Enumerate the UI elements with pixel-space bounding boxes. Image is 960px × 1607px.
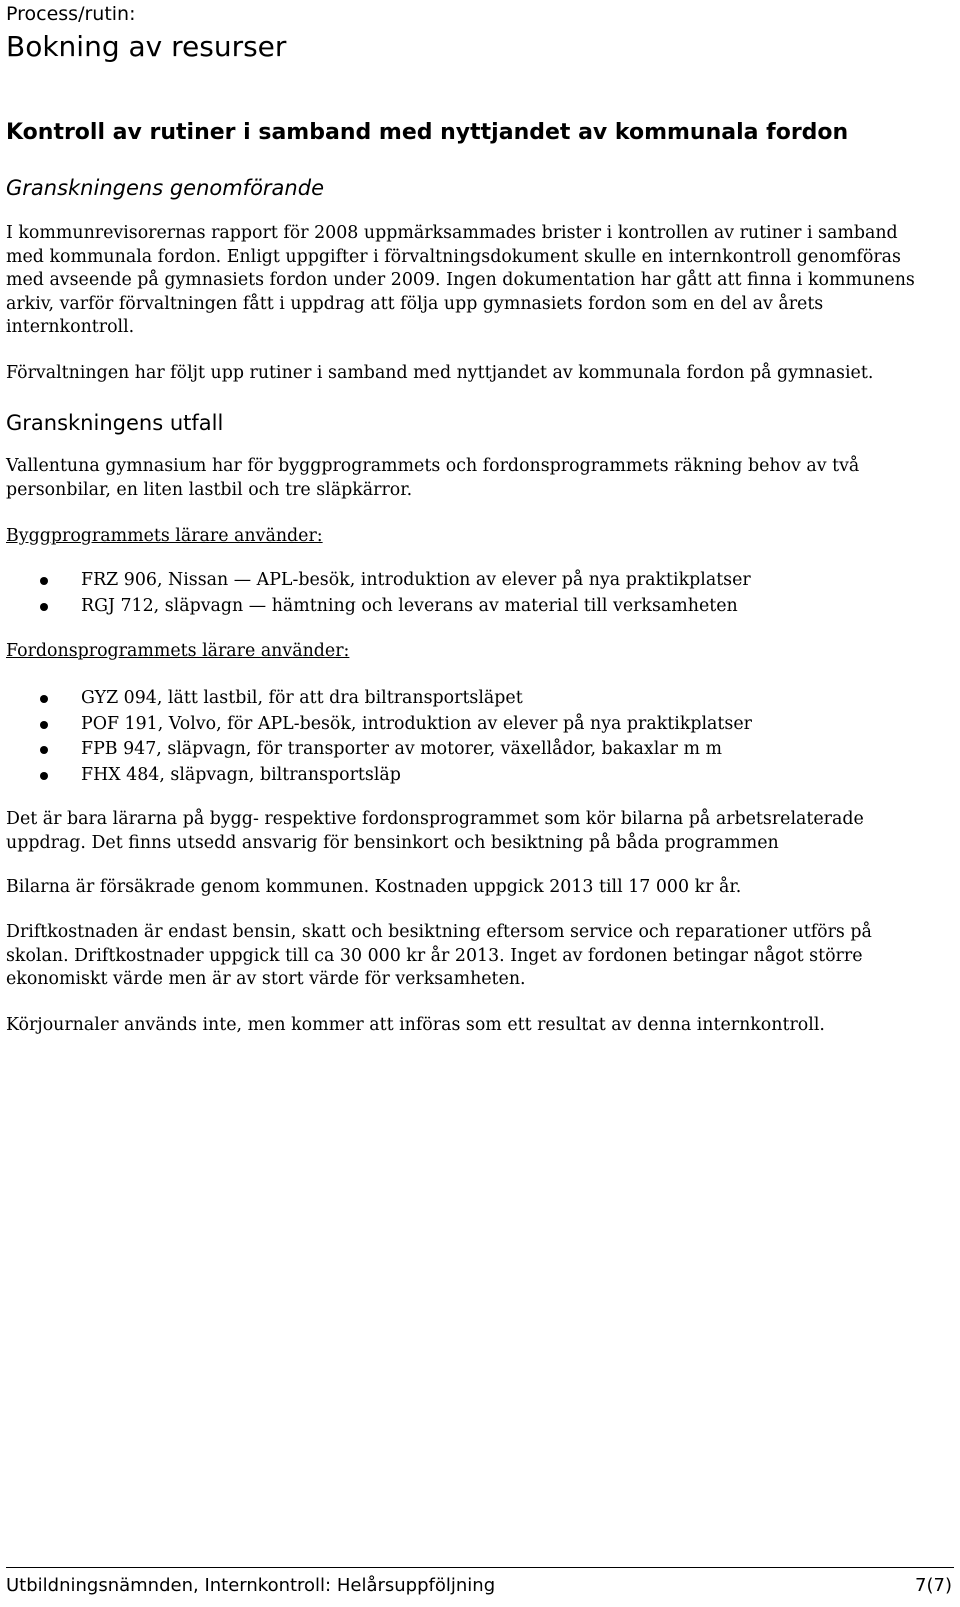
section-heading-outcome: Granskningens utfall xyxy=(6,411,224,435)
page-title: Bokning av resurser xyxy=(6,30,287,63)
bullet-icon xyxy=(40,772,48,780)
list-item: FRZ 906, Nissan — APL-besök, introduktion av elever på nya praktikplatser xyxy=(0,568,930,594)
process-label: Process/rutin: xyxy=(6,3,136,25)
list-item: GYZ 094, lätt lastbil, för att dra biltransportsläpet xyxy=(0,686,930,712)
paragraph-costs: Driftkostnaden är endast bensin, skatt och besiktning eftersom service och reparationer utförs på skolan. Driftkostnader uppgick till ca 30 000 kr år 2013. Inget av fordonen betingar något större ekonomiskt värde men är av stort värde för verksamheten. xyxy=(6,922,872,989)
bullet-icon xyxy=(40,695,48,703)
section-heading-execution: Granskningens genomförande xyxy=(6,176,324,200)
footer-text: Utbildningsnämnden, Internkontroll: Helårsuppföljning xyxy=(6,1575,496,1596)
fordon-label: Fordonsprogrammets lärare använder: xyxy=(6,641,350,661)
paragraph-background: I kommunrevisorernas rapport för 2008 uppmärksammades brister i kontrollen av rutiner i samband med kommunala fordon. Enligt uppgifter i förvaltningsdokument skulle en internkontroll genomföras med avseende på gymnasiets fordon under 2009. Ingen dokumentation har gått att finna i kommunens arkiv, varför förvaltningen fått i uppdrag att följa upp gymnasiets fordon som en del av årets internkontroll. xyxy=(6,223,915,337)
bygg-label: Byggprogrammets lärare använder: xyxy=(6,526,323,546)
list-item: POF 191, Volvo, för APL-besök, introduktion av elever på nya praktikplatser xyxy=(0,712,930,738)
fordon-vehicle-list xyxy=(0,686,930,788)
list-item: FPB 947, släpvagn, för transporter av motorer, växellådor, bakaxlar m m xyxy=(0,737,930,763)
page-number: 7(7) xyxy=(915,1575,952,1596)
footer-divider xyxy=(6,1567,954,1568)
list-item: RGJ 712, släpvagn — hämtning och leverans av material till verksamheten xyxy=(0,594,930,620)
paragraph-insurance: Bilarna är försäkrade genom kommunen. Kostnaden uppgick 2013 till 17 000 kr år. xyxy=(6,877,742,897)
paragraph-journals: Körjournaler används inte, men kommer att införas som ett resultat av denna internkontroll. xyxy=(6,1015,825,1035)
bullet-icon xyxy=(40,603,48,611)
list-item: FHX 484, släpvagn, biltransportsläp xyxy=(0,763,930,789)
bullet-icon xyxy=(40,577,48,585)
bygg-vehicle-list xyxy=(0,568,930,619)
paragraph-followup: Förvaltningen har följt upp rutiner i samband med nyttjandet av kommunala fordon på gymnasiet. xyxy=(6,363,874,383)
paragraph-drivers: Det är bara lärarna på bygg- respektive fordonsprogrammet som kör bilarna på arbetsrelaterade uppdrag. Det finns utsedd ansvarig för bensinkort och besiktning på båda programmen xyxy=(6,809,864,853)
bullet-icon xyxy=(40,746,48,754)
bullet-icon xyxy=(40,721,48,729)
document-title: Kontroll av rutiner i samband med nyttjandet av kommunala fordon xyxy=(6,120,849,145)
paragraph-needs: Vallentuna gymnasium har för byggprogrammets och fordonsprogrammets räkning behov av två personbilar, en liten lastbil och tre släpkärror. xyxy=(6,456,860,500)
